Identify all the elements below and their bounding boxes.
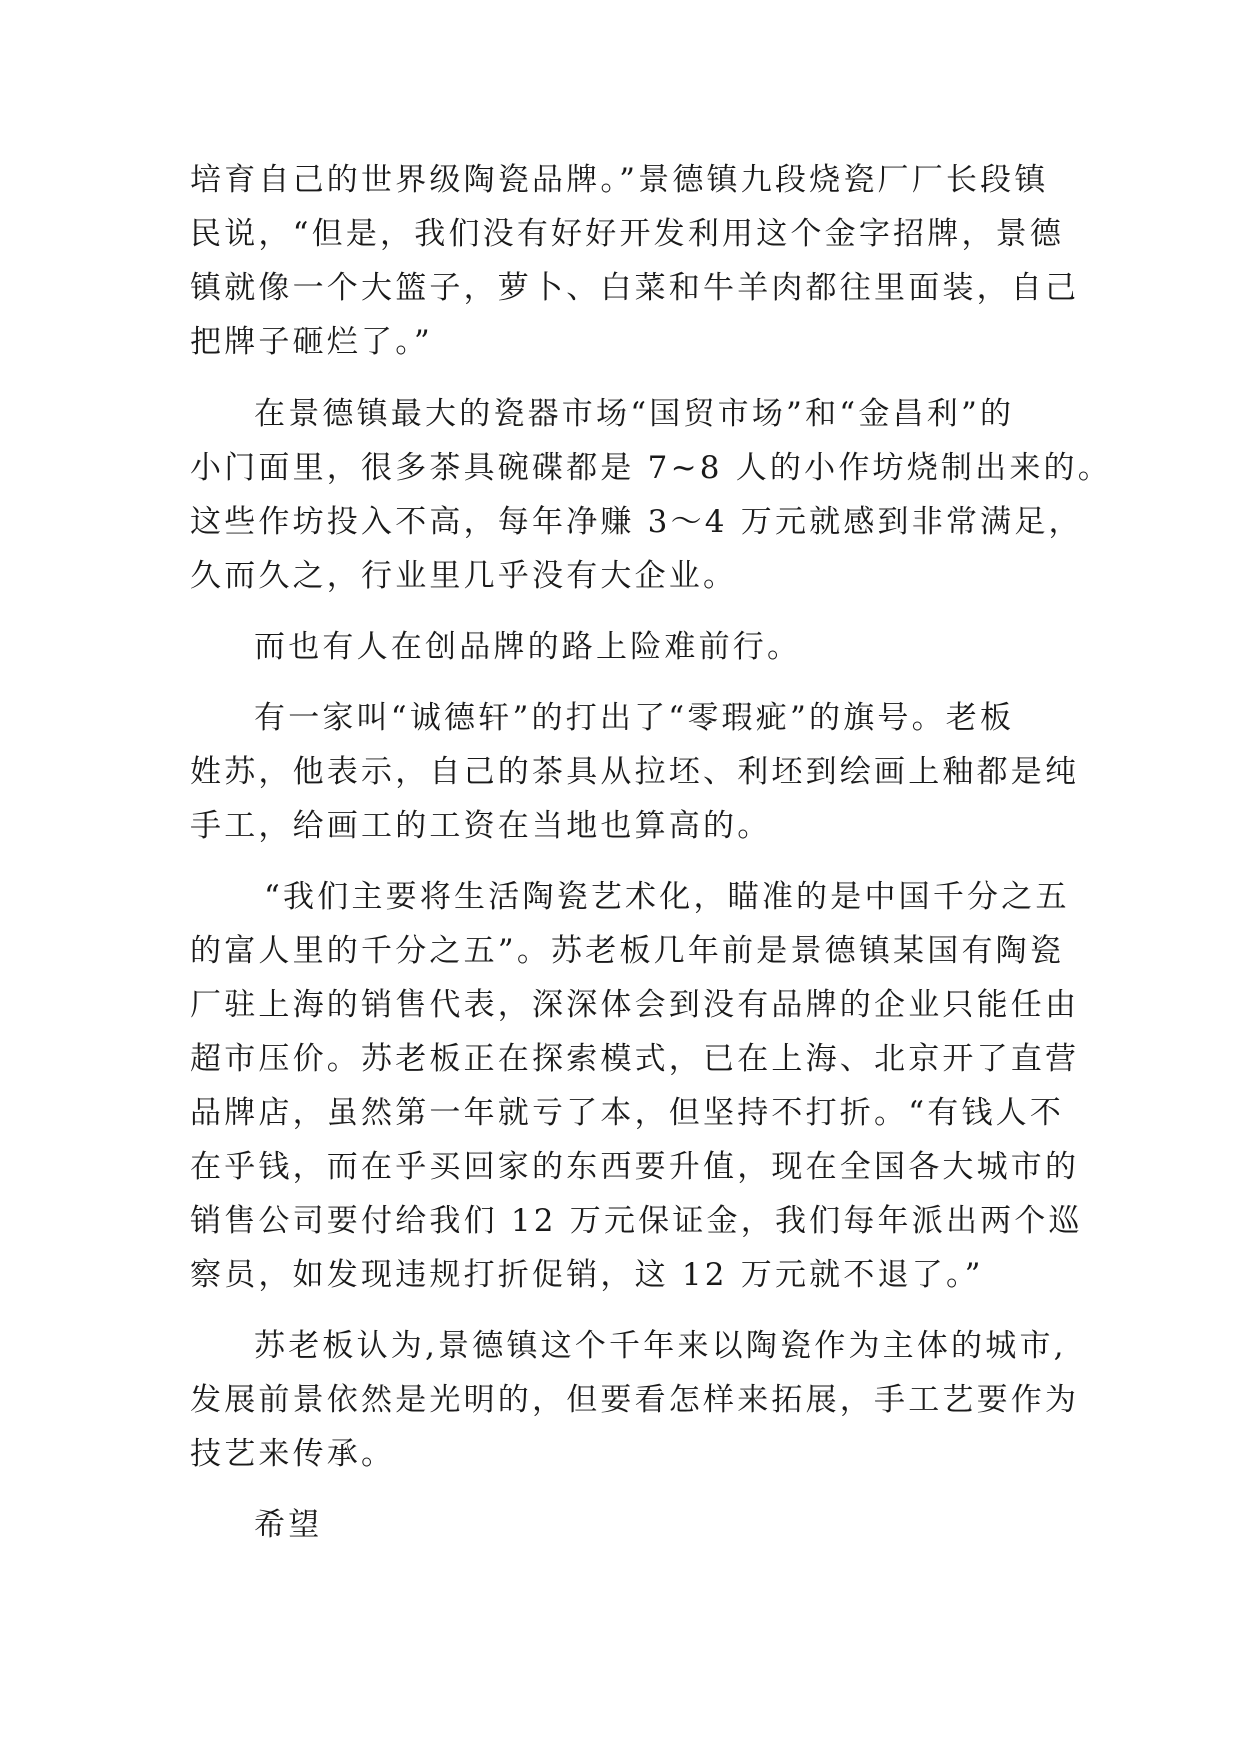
paragraph-line-6: 小门面里，很多茶具碗碟都是 7~8 人的小作坊烧制出来的。 bbox=[190, 450, 1112, 486]
paragraph-line-13: “我们主要将生活陶瓷艺术化，瞄准的是中国千分之五 bbox=[264, 879, 1070, 915]
paragraph-line-5: 在景德镇最大的瓷器市场“国贸市场”和“金昌利”的 bbox=[254, 396, 1015, 432]
paragraph-line-11: 姓苏，他表示，自己的茶具从拉坯、利坯到绘画上釉都是纯 bbox=[190, 754, 1080, 790]
paragraph-line-8: 久而久之，行业里几乎没有大企业。 bbox=[190, 558, 738, 594]
paragraph-line-19: 销售公司要付给我们 12 万元保证金，我们每年派出两个巡 bbox=[190, 1203, 1083, 1239]
paragraph-line-20: 察员，如发现违规打折促销，这 12 万元就不退了。” bbox=[190, 1257, 984, 1293]
paragraph-line-16: 超市压价。苏老板正在探索模式，已在上海、北京开了直营 bbox=[190, 1041, 1080, 1077]
paragraph-line-12: 手工，给画工的工资在当地也算高的。 bbox=[190, 808, 772, 844]
paragraph-line-23: 技艺来传承。 bbox=[190, 1436, 396, 1472]
paragraph-line-21: 苏老板认为,景德镇这个千年来以陶瓷作为主体的城市, bbox=[254, 1328, 1067, 1364]
section-heading-hope: 希望 bbox=[254, 1507, 323, 1543]
paragraph-line-14: 的富人里的千分之五”。苏老板几年前是景德镇某国有陶瓷 bbox=[190, 933, 1065, 969]
paragraph-line-18: 在乎钱，而在乎买回家的东西要升值，现在全国各大城市的 bbox=[190, 1149, 1080, 1185]
paragraph-line-3: 镇就像一个大篮子，萝卜、白菜和牛羊肉都往里面装，自己 bbox=[190, 270, 1080, 306]
paragraph-line-10: 有一家叫“诚德轩”的打出了“零瑕疵”的旗号。老板 bbox=[254, 700, 1015, 736]
paragraph-line-9: 而也有人在创品牌的路上险难前行。 bbox=[254, 629, 802, 665]
paragraph-line-1: 培育自己的世界级陶瓷品牌。”景德镇九段烧瓷厂厂长段镇 bbox=[190, 162, 1049, 198]
paragraph-line-17: 品牌店，虽然第一年就亏了本，但坚持不打折。“有钱人不 bbox=[190, 1095, 1065, 1131]
paragraph-line-4: 把牌子砸烂了。” bbox=[190, 324, 433, 360]
paragraph-line-15: 厂驻上海的销售代表，深深体会到没有品牌的企业只能任由 bbox=[190, 987, 1080, 1023]
paragraph-line-22: 发展前景依然是光明的，但要看怎样来拓展，手工艺要作为 bbox=[190, 1382, 1080, 1418]
paragraph-line-7: 这些作坊投入不高，每年净赚 3～4 万元就感到非常满足， bbox=[190, 504, 1083, 540]
paragraph-line-2: 民说，“但是，我们没有好好开发利用这个金字招牌，景德 bbox=[190, 216, 1065, 252]
